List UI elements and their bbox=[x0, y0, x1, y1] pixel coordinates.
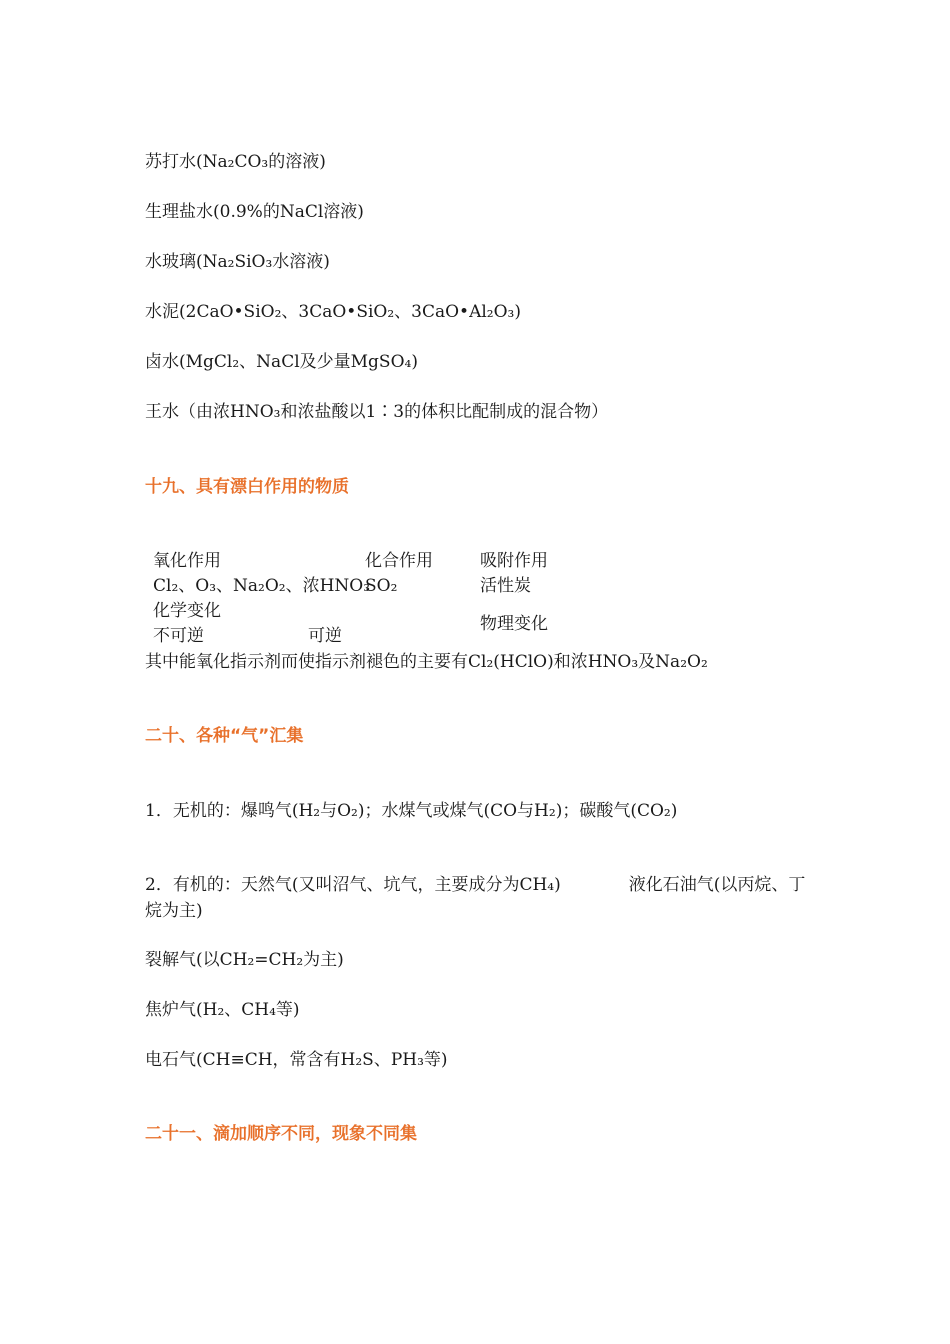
section-19-heading: 十九、具有漂白作用的物质 bbox=[145, 477, 349, 497]
table-cell-chemical-change: 化学变化 bbox=[153, 601, 221, 621]
gas-item-organic bbox=[145, 872, 815, 924]
section-21-heading: 二十一、滴加顺序不同，现象不同集 bbox=[145, 1124, 417, 1144]
section-20-heading: 二十、各种“气”汇集 bbox=[145, 726, 304, 746]
table-header-adsorption: 吸附作用 bbox=[480, 551, 548, 571]
line-aqua-regia: 王水（由浓HNO₃和浓盐酸以1∶3的体积比配制成的混合物） bbox=[145, 402, 609, 422]
table-cell-physical-change: 物理变化 bbox=[480, 614, 548, 634]
table-cell-irreversible: 不可逆 bbox=[153, 626, 204, 646]
table-cell-reversible: 可逆 bbox=[308, 626, 342, 646]
bleach-note: 其中能氧化指示剂而使指示剂褪色的主要有Cl₂(HClO)和浓HNO₃及Na₂O₂ bbox=[145, 652, 708, 672]
table-header-oxidation: 氧化作用 bbox=[153, 551, 221, 571]
line-cement: 水泥(2CaO•SiO₂、3CaO•SiO₂、3CaO•Al₂O₃) bbox=[145, 302, 521, 322]
gas-item-organic-part2: 液化石油气(以丙烷、丁烷为主) bbox=[145, 875, 806, 921]
line-brine: 卤水(MgCl₂、NaCl及少量MgSO₄) bbox=[145, 352, 418, 372]
line-acetylene: 电石气(CH≡CH，常含有H₂S、PH₃等) bbox=[145, 1050, 448, 1070]
line-soda-water: 苏打水(Na₂CO₃的溶液) bbox=[145, 152, 326, 172]
gas-item-organic-part1: 2．有机的：天然气(又叫沼气、坑气，主要成分为CH₄) bbox=[145, 875, 561, 895]
line-water-glass: 水玻璃(Na₂SiO₃水溶液) bbox=[145, 252, 330, 272]
table-cell-activated-carbon: 活性炭 bbox=[480, 576, 531, 596]
line-saline: 生理盐水(0.9%的NaCl溶液) bbox=[145, 202, 364, 222]
line-coke-oven-gas: 焦炉气(H₂、CH₄等) bbox=[145, 1000, 300, 1020]
gas-item-inorganic: 1．无机的：爆鸣气(H₂与O₂)；水煤气或煤气(CO与H₂)；碳酸气(CO₂) bbox=[145, 801, 678, 821]
table-cell-so2: SO₂ bbox=[365, 576, 398, 596]
table-header-combination: 化合作用 bbox=[365, 551, 433, 571]
table-cell-oxidizers: Cl₂、O₃、Na₂O₂、浓HNO₃ bbox=[153, 576, 371, 596]
line-cracking-gas: 裂解气(以CH₂=CH₂为主) bbox=[145, 950, 344, 970]
